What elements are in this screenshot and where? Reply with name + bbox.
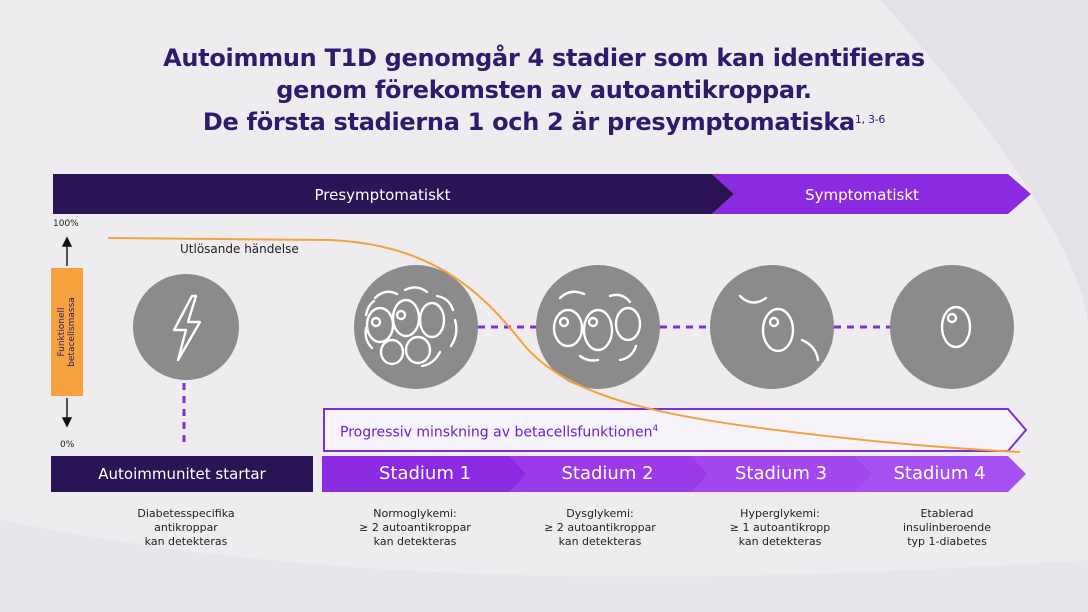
progress-label	[340, 424, 658, 441]
desc-line: Diabetesspecifika	[137, 507, 235, 520]
stage4-circle	[890, 265, 1014, 389]
stage2-label: Stadium 2	[561, 463, 654, 484]
desc-line: Normoglykemi:	[373, 507, 457, 520]
y-axis-bottom-label: 0%	[60, 440, 75, 450]
desc-line: kan detekteras	[144, 535, 228, 548]
desc-line: ≥ 2 autoantikroppar	[359, 521, 471, 534]
title-references: 1, 3-6	[854, 113, 886, 126]
stage3-circle	[710, 265, 834, 389]
progress-label-text: Progressiv minskning av betacellsfunktionen	[340, 424, 653, 441]
stage4-description	[862, 507, 1032, 549]
stage3-description	[695, 507, 865, 549]
title-line-3-text: De första stadierna 1 och 2 är presymptomatiska	[202, 108, 855, 136]
y-axis-label	[57, 297, 77, 367]
y-axis-label-line-1: Funktionell	[57, 307, 67, 357]
autoimmunity-label: Autoimmunitet startar	[98, 465, 266, 483]
desc-line: kan detekteras	[558, 535, 642, 548]
y-axis-label-line-2: betacellsmassa	[67, 297, 77, 367]
trigger-circle	[133, 274, 239, 380]
stage3-label: Stadium 3	[734, 463, 828, 484]
desc-line: kan detekteras	[373, 535, 457, 548]
autoimmunity-description	[101, 507, 271, 549]
presymptomatic-label: Presymptomatiskt	[314, 186, 451, 204]
stage1-description	[330, 507, 500, 549]
title-line-2: genom förekomsten av autoantikroppar.	[276, 76, 812, 104]
desc-line: ≥ 2 autoantikroppar	[544, 521, 656, 534]
desc-line: ≥ 1 autoantikropp	[729, 521, 831, 534]
stage4-label: Stadium 4	[893, 463, 986, 484]
desc-line: Hyperglykemi:	[740, 507, 820, 520]
title-line-1: Autoimmun T1D genomgår 4 stadier som kan identifieras	[163, 44, 925, 72]
stage1-circle	[354, 265, 478, 389]
y-axis-label-box	[51, 268, 83, 396]
desc-line: antikroppar	[154, 521, 218, 534]
desc-line: insulinberoende	[902, 521, 992, 534]
progress-ref: 4	[652, 424, 659, 434]
stage2-description	[515, 507, 685, 549]
trigger-label: Utlösande händelse	[180, 242, 299, 256]
desc-line: typ 1-diabetes	[907, 535, 987, 548]
desc-line: Etablerad	[920, 507, 974, 520]
y-axis-top-label: 100%	[53, 219, 79, 229]
symptomatic-label: Symptomatiskt	[805, 186, 919, 204]
desc-line: kan detekteras	[738, 535, 822, 548]
stage1-label: Stadium 1	[378, 463, 472, 484]
desc-line: Dysglykemi:	[566, 507, 634, 520]
